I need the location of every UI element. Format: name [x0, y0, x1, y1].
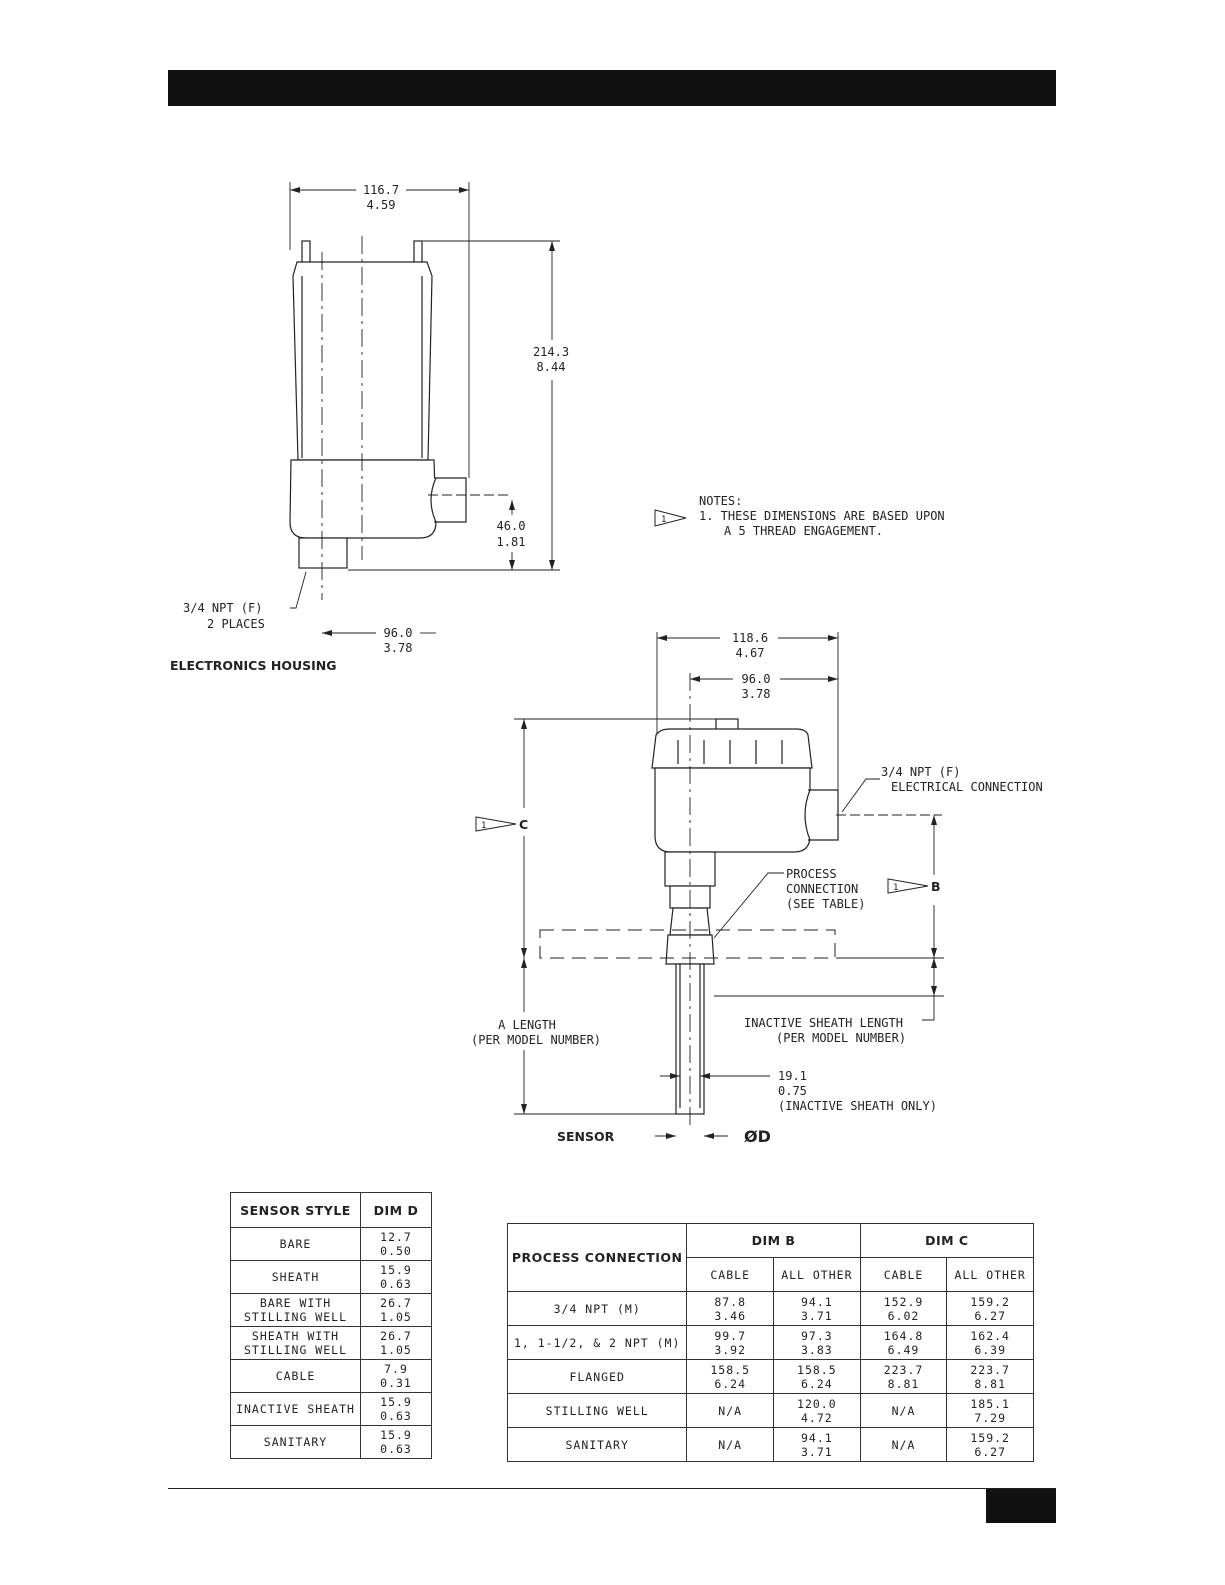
note-marker-text: 1	[661, 515, 667, 525]
dim-in: 1.05	[380, 1343, 412, 1357]
table-row	[508, 1360, 1034, 1394]
dim-in: 0.50	[380, 1244, 412, 1258]
val-in: 6.27	[974, 1444, 1007, 1459]
housing-port-label: 3/4 NPT (F)	[183, 601, 263, 615]
housing-width-mm: 116.7	[362, 183, 400, 197]
notes-line-2: A 5 THREAD ENGAGEMENT.	[724, 524, 883, 538]
val-in: 3.71	[800, 1308, 833, 1323]
sensor-style: BARE WITH	[259, 1296, 332, 1310]
process-connection-header: PROCESS CONNECTION	[508, 1224, 687, 1292]
sensor-style: CABLE	[275, 1369, 316, 1383]
val-in: 3.83	[800, 1342, 833, 1357]
dim-mm: 26.7	[380, 1296, 412, 1310]
val-in: 6.24	[714, 1376, 747, 1391]
val-in: 6.24	[800, 1376, 833, 1391]
elec-conn-desc: ELECTRICAL CONNECTION	[891, 780, 1043, 794]
table-row	[231, 1426, 432, 1459]
val-mm: 185.1	[970, 1396, 1010, 1411]
val-mm: 223.7	[970, 1362, 1010, 1377]
dim-in: 0.63	[380, 1409, 412, 1423]
dim-b-header: DIM B	[687, 1224, 860, 1258]
housing-port-count: 2 PLACES	[207, 617, 265, 631]
footer-rule	[168, 1488, 1056, 1489]
table-row	[508, 1394, 1034, 1428]
housing-height-in: 8.44	[536, 360, 566, 374]
val-mm: 164.8	[883, 1328, 924, 1343]
dim-b-marker-text: 1	[893, 883, 899, 893]
val-in: 6.39	[974, 1342, 1007, 1357]
table-row	[231, 1261, 432, 1294]
val-na: N/A	[718, 1437, 743, 1452]
dim-mm: 7.9	[384, 1362, 408, 1376]
sensor-style: SHEATH WITH	[251, 1329, 340, 1343]
val-mm: 87.8	[714, 1294, 747, 1309]
val-in: 3.46	[714, 1308, 747, 1323]
elec-conn-label: 3/4 NPT (F)	[881, 765, 961, 779]
table-row	[508, 1428, 1034, 1462]
dia-mm: 19.1	[778, 1069, 807, 1083]
sensor-style: SHEATH	[271, 1270, 320, 1284]
sensor-title: SENSOR	[557, 1129, 615, 1144]
dim-in: 0.63	[380, 1277, 412, 1291]
inactive-sheath-label: INACTIVE SHEATH LENGTH	[744, 1016, 903, 1030]
dim-mm: 12.7	[380, 1230, 412, 1244]
val-mm: 120.0	[797, 1396, 837, 1411]
sensor-width-mm: 118.6	[731, 631, 769, 645]
table-row	[508, 1326, 1034, 1360]
dim-mm: 15.9	[380, 1263, 412, 1277]
proc-conn-label-2: CONNECTION	[786, 882, 859, 896]
sub-header-all-other: ALL OTHER	[947, 1258, 1034, 1292]
dim-in: 1.05	[380, 1310, 412, 1324]
val-mm: 159.2	[970, 1430, 1010, 1445]
housing-port-offset-mm: 46.0	[496, 519, 526, 533]
housing-drawing	[290, 182, 560, 633]
val-in: 6.02	[887, 1308, 920, 1323]
val-mm: 162.4	[970, 1328, 1010, 1343]
val-na: N/A	[891, 1437, 916, 1452]
dim-mm: 15.9	[380, 1428, 412, 1442]
housing-port-offset-in: 1.81	[496, 535, 526, 549]
process-connection-table	[507, 1223, 1034, 1462]
a-length-label: A LENGTH	[498, 1018, 556, 1032]
dim-c-label: C	[519, 817, 529, 832]
val-in: 6.49	[887, 1342, 920, 1357]
sensor-style-header: SENSOR STYLE	[231, 1193, 361, 1228]
sensor-center-in: 3.78	[741, 687, 771, 701]
val-na: N/A	[891, 1403, 916, 1418]
connection-name: SANITARY	[508, 1428, 687, 1462]
dim-mm: 15.9	[380, 1395, 412, 1409]
dim-in: 0.31	[380, 1376, 412, 1390]
val-mm: 152.9	[883, 1294, 924, 1309]
notes-block	[655, 494, 945, 538]
val-in: 6.27	[974, 1308, 1007, 1323]
proc-conn-label-3: (SEE TABLE)	[786, 897, 866, 911]
dim-c-header: DIM C	[860, 1224, 1033, 1258]
sub-header-cable: CABLE	[860, 1258, 947, 1292]
dia-in: 0.75	[778, 1084, 807, 1098]
note-marker-icon	[655, 510, 686, 526]
val-in: 7.29	[974, 1410, 1007, 1425]
dim-c-marker-text: 1	[481, 821, 487, 831]
table-row	[231, 1228, 432, 1261]
connection-name: FLANGED	[508, 1360, 687, 1394]
table-row	[231, 1360, 432, 1393]
table-row	[231, 1327, 432, 1360]
val-in: 8.81	[974, 1376, 1007, 1391]
sensor-drawing	[476, 632, 944, 1136]
sensor-style: BARE	[279, 1237, 312, 1251]
sub-header-cable: CABLE	[687, 1258, 774, 1292]
val-in: 8.81	[887, 1376, 920, 1391]
sensor-center-mm: 96.0	[741, 672, 771, 686]
a-length-note: (PER MODEL NUMBER)	[470, 1033, 602, 1047]
dim-d-header: DIM D	[361, 1193, 432, 1228]
notes-heading: NOTES:	[699, 494, 743, 508]
val-na: N/A	[718, 1403, 743, 1418]
dim-b-label: B	[931, 879, 941, 894]
table-row	[508, 1292, 1034, 1326]
housing-height-mm: 214.3	[532, 345, 570, 359]
sensor-labels	[471, 631, 1043, 1146]
val-mm: 158.5	[797, 1362, 837, 1377]
val-mm: 94.1	[800, 1430, 833, 1445]
sensor-width-in: 4.67	[735, 646, 765, 660]
val-in: 4.72	[800, 1410, 833, 1425]
val-mm: 94.1	[800, 1294, 833, 1309]
val-in: 3.92	[714, 1342, 747, 1357]
sensor-style-line-2: STILLING WELL	[243, 1310, 347, 1324]
inactive-sheath-note: (PER MODEL NUMBER)	[776, 1031, 907, 1045]
connection-name: 3/4 NPT (M)	[508, 1292, 687, 1326]
val-mm: 223.7	[883, 1362, 924, 1377]
housing-width-in: 4.59	[366, 198, 396, 212]
dim-d-label: ØD	[744, 1127, 771, 1146]
dim-in: 0.63	[380, 1442, 412, 1456]
housing-center-in: 3.78	[383, 641, 413, 655]
table-row	[231, 1393, 432, 1426]
val-mm: 158.5	[710, 1362, 750, 1377]
notes-line-1: 1. THESE DIMENSIONS ARE BASED UPON	[699, 509, 945, 523]
sensor-style: SANITARY	[263, 1435, 328, 1449]
connection-name: 1, 1-1/2, & 2 NPT (M)	[508, 1326, 687, 1360]
sensor-style-line-2: STILLING WELL	[243, 1343, 347, 1357]
val-mm: 159.2	[970, 1294, 1010, 1309]
val-mm: 99.7	[714, 1328, 747, 1343]
sub-header-all-other: ALL OTHER	[774, 1258, 861, 1292]
proc-conn-label-1: PROCESS	[786, 867, 837, 881]
sensor-style-table	[230, 1192, 432, 1459]
housing-center-mm: 96.0	[383, 626, 413, 640]
val-in: 3.71	[800, 1444, 833, 1459]
dia-note: (INACTIVE SHEATH ONLY)	[778, 1099, 937, 1113]
page-number-box	[986, 1489, 1056, 1523]
table-row	[231, 1294, 432, 1327]
housing-title: ELECTRONICS HOUSING	[170, 658, 337, 673]
sensor-style: INACTIVE SHEATH	[236, 1402, 355, 1416]
connection-name: STILLING WELL	[508, 1394, 687, 1428]
dim-mm: 26.7	[380, 1329, 412, 1343]
val-mm: 97.3	[800, 1328, 833, 1343]
